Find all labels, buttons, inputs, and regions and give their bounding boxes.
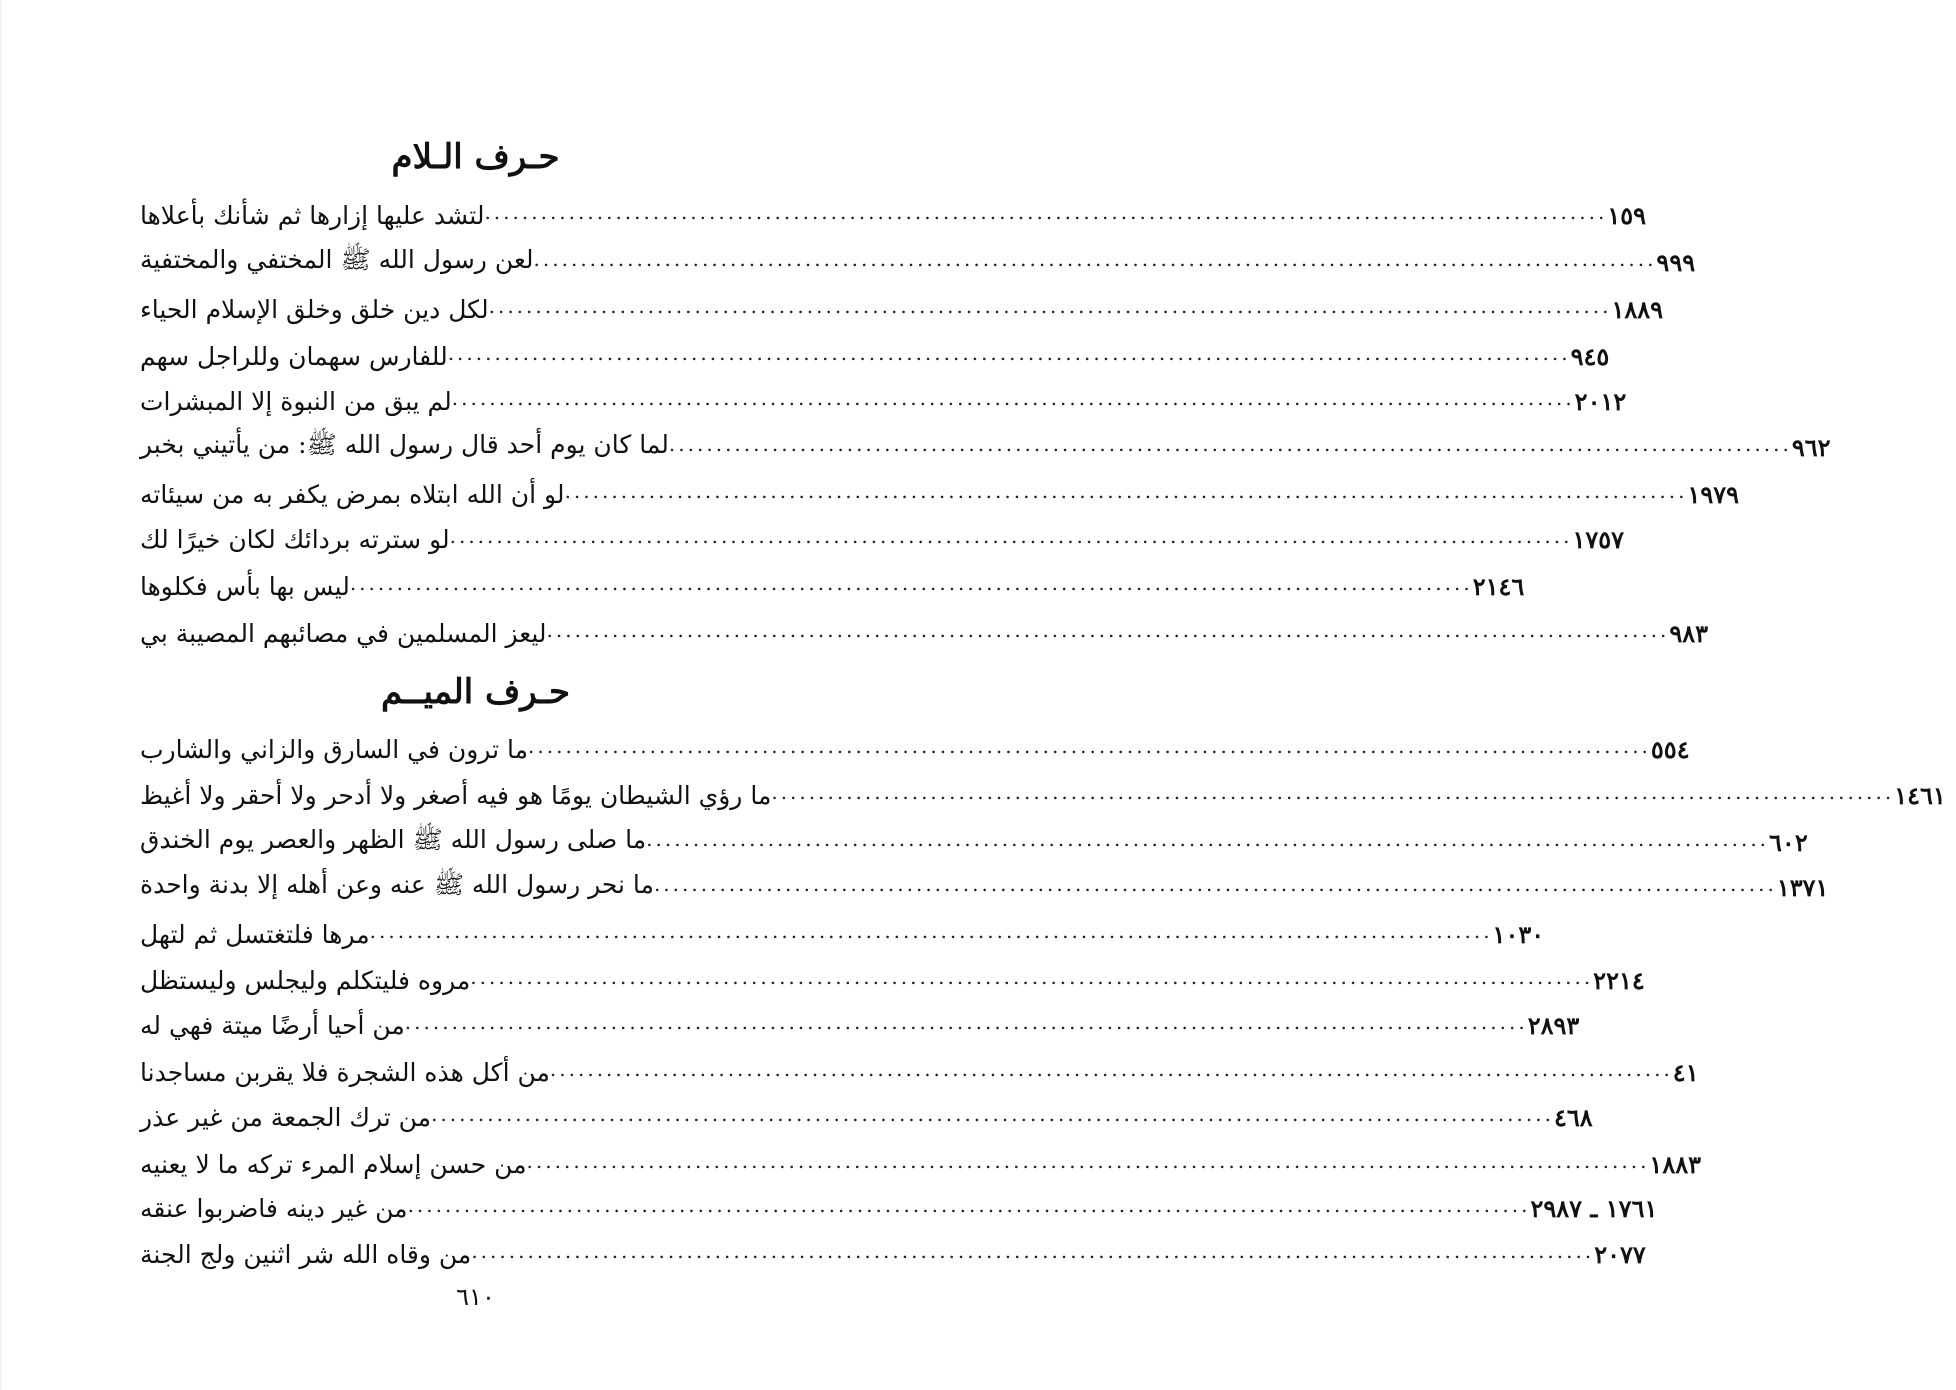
leader-dots: ........................................................................................................................ [646,827,1770,851]
entry-page: ٢٢١٤ [1593,965,1645,995]
index-entry [130,566,1525,606]
index-entry [130,242,1696,282]
entry-page: ١٣٧١ [1776,872,1829,902]
leader-dots: ........................................................................................................................ [533,247,1657,271]
leader-dots: ........................................................................................................................ [451,386,1575,410]
entry-text: لكل دين خلق وخلق الإسلام الحياء [140,294,489,324]
leader-dots: ........................................................................................................................ [771,780,1895,804]
entry-text: من وقاه الله شر اثنين ولج الجنة [140,1239,472,1269]
leader-dots: ........................................................................................................................ [431,1102,1554,1126]
leader-dots: ........................................................................................................................ [471,1239,1595,1263]
entry-text: مرها فلتغتسل ثم لتهل [140,919,370,949]
leader-dots: ........................................................................................................................ [447,341,1571,365]
entry-text: ما نحر رسول الله ﷺ عنه وعن أهله إلا بدنة واحدة [140,869,654,899]
leader-dots: ........................................................................................................................ [349,571,1473,595]
entry-text: للفارس سهمان وللراجل سهم [140,341,448,371]
index-entry [130,289,1664,329]
entry-page: ٤٦٨ [1553,1102,1593,1132]
leader-dots: ........................................................................................................................ [404,1010,1528,1034]
entry-page: ٩٩٩ [1656,247,1696,277]
leader-dots: ........................................................................................................................ [526,1149,1650,1173]
page-number: ٦١٠ [456,1283,495,1311]
entry-page: ٩٤٥ [1570,341,1610,371]
leader-dots: ........................................................................................................................ [528,734,1651,758]
leader-dots: ........................................................................................................................ [549,1057,1673,1081]
entry-text: ما رؤي الشيطان يومًا هو فيه أصغر ولا أدحر ولا أحقر ولا أغيظ [140,780,772,810]
entry-text: لتشد عليها إزارها ثم شأنك بأعلاها [140,200,485,230]
index-entry [130,474,1740,514]
entry-text: ما صلى رسول الله ﷺ الظهر والعصر يوم الخندق [140,824,647,854]
entry-text: ما ترون في السارق والزاني والشارب [140,734,529,764]
entry-page: ١٩٧٩ [1687,479,1740,509]
entry-text: لما كان يوم أحد قال رسول الله ﷺ: من يأتيني بخبر [140,429,669,459]
entry-page: ٤١ [1672,1057,1699,1087]
leader-dots: ........................................................................................................................ [484,200,1608,224]
index-entry [130,867,1829,907]
entry-text: من أكل هذه الشجرة فلا يقربن مساجدنا [140,1057,550,1087]
leader-dots: ........................................................................................................................ [449,524,1573,548]
index-entry [130,519,1625,559]
entry-page: ٢٨٩٣ [1527,1010,1580,1040]
index-entry [130,914,1545,954]
entry-page: ١٧٦١ ـ ٢٩٨٧ [1530,1193,1658,1223]
index-entry [130,1188,1658,1228]
index-entry [130,1144,1701,1184]
entry-page: ٢٠٧٧ [1594,1239,1646,1269]
entry-page: ١٤٦١ [1894,780,1946,810]
leader-dots: ........................................................................................................................ [546,618,1670,642]
entry-text: من غير دينه فاضربوا عنقه [140,1193,408,1223]
entry-text: من أحيا أرضًا ميتة فهي له [140,1010,405,1040]
section-title-meem: حـرف الميــم [380,672,571,712]
index-entry [130,1005,1580,1045]
entry-text: من حسن إسلام المرء تركه ما لا يعنيه [140,1149,527,1179]
entry-page: ١٧٥٧ [1572,524,1625,554]
entry-text: ليعز المسلمين في مصائبهم المصيبة بي [140,618,547,648]
entry-page: ١٨٨٣ [1649,1149,1701,1179]
index-entry [130,822,1808,862]
entry-page: ٩٨٣ [1669,618,1709,648]
entry-page: ٢٠١٢ [1574,386,1627,416]
section-title-lam: حـرف الـلام [391,137,560,177]
index-entry [130,1052,1699,1092]
entry-text: من ترك الجمعة من غير عذر [140,1102,432,1132]
entry-text: لم يبق من النبوة إلا المبشرات [140,386,452,416]
index-entry [130,336,1610,376]
entry-page: ٩٦٢ [1791,432,1831,462]
entry-text: ليس بها بأس فكلوها [140,571,350,601]
leader-dots: ........................................................................................................................ [407,1193,1531,1217]
index-entry [130,1234,1646,1274]
leader-dots: ........................................................................................................................ [369,919,1493,943]
entry-page: ٦٠٢ [1769,827,1808,857]
index-entry [130,960,1645,1000]
entry-page: ١٥٩ [1607,200,1646,230]
index-entry [130,775,1946,815]
entry-page: ٥٥٤ [1650,734,1690,764]
leader-dots: ........................................................................................................................ [470,965,1594,989]
leader-dots: ........................................................................................................................ [564,479,1688,503]
leader-dots: ........................................................................................................................ [488,294,1612,318]
index-entry [130,1097,1593,1137]
entry-text: لعن رسول الله ﷺ المختفي والمختفية [140,244,534,274]
entry-text: مروه فليتكلم وليجلس وليستظل [140,965,471,995]
index-entry [130,195,1646,235]
index-entry [130,381,1627,421]
entry-page: ٢١٤٦ [1472,571,1525,601]
leader-dots: ........................................................................................................................ [668,432,1792,456]
entry-text: لو أن الله ابتلاه بمرض يكفر به من سيئاته [140,479,565,509]
leader-dots: ........................................................................................................................ [653,872,1777,896]
entry-page: ١٠٣٠ [1492,919,1545,949]
index-entry [130,427,1831,467]
entry-page: ١٨٨٩ [1611,294,1664,324]
entry-text: لو سترته بردائك لكان خيرًا لك [140,524,450,554]
index-entry [130,729,1690,769]
index-entry [130,613,1709,653]
